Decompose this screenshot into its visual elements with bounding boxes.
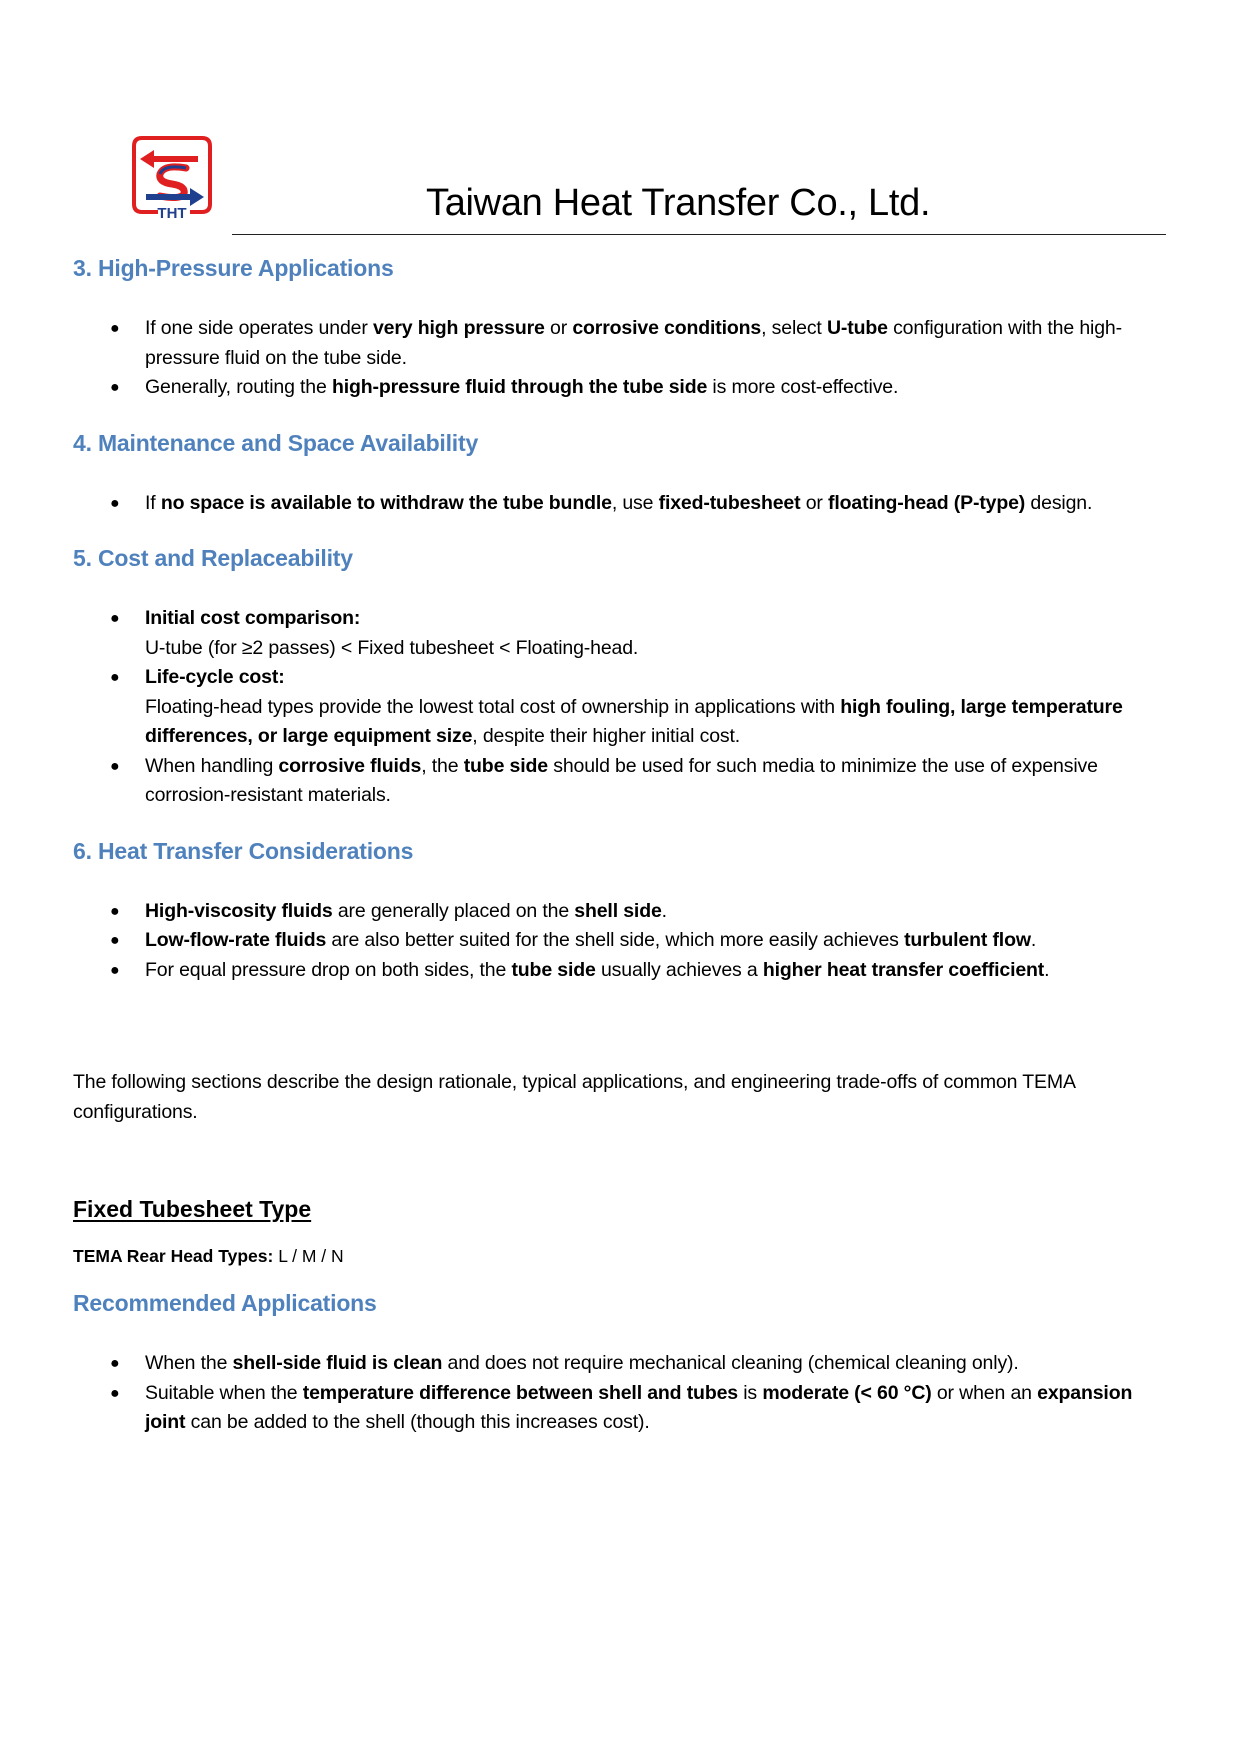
bold-text: very high pressure [372, 317, 545, 339]
text: should be used for such media to minimize the use of expensive corrosion-resistant materials. [145, 754, 1098, 806]
section-heading: 3. High-Pressure Applications [73, 255, 394, 281]
bold-text: expansion joint [145, 1381, 1133, 1433]
text: are generally placed on the [332, 899, 575, 922]
bold-text: tube side [511, 958, 596, 981]
section-fixed-tubesheet [73, 1193, 1173, 1438]
text: , use [611, 491, 659, 514]
text: , the [421, 754, 464, 777]
list-item [73, 373, 1173, 403]
tema-value: L / M / N [273, 1246, 344, 1266]
bold-text: Low-flow-rate fluids [145, 929, 327, 951]
text: or [800, 491, 829, 514]
bullet-icon: ● [110, 320, 120, 337]
svg-text:THT: THT [157, 205, 187, 220]
bold-text: High-viscosity fluids [145, 899, 333, 922]
bullet-label: Life-cycle cost: [145, 666, 285, 688]
text: Suitable when the [145, 1381, 303, 1404]
bold-text: no space is available to withdraw the tube bundle [160, 491, 612, 514]
bullet-icon: ● [110, 379, 120, 396]
text: . [661, 899, 667, 922]
section-maintenance [73, 427, 1173, 519]
text: When handling [145, 754, 279, 777]
bold-text: shell side [574, 899, 662, 922]
tema-rear-head-types [73, 1243, 1173, 1269]
text: is [737, 1381, 763, 1404]
bullet-icon: ● [110, 1355, 120, 1372]
bullet-list [73, 489, 1173, 519]
bold-text: higher heat transfer coefficient [762, 958, 1045, 981]
list-item [73, 926, 1173, 956]
text: or when an [931, 1381, 1038, 1404]
company-logo-icon [130, 134, 214, 220]
bold-text: moderate (< 60 °C) [762, 1381, 932, 1404]
bold-text: high-pressure fluid through the tube side [331, 376, 708, 398]
text: U-tube (for ≥2 passes) < Fixed tubesheet < Floating-head. [145, 636, 639, 659]
tema-label: TEMA Rear Head Types: [73, 1246, 274, 1266]
bullet-list [73, 604, 1173, 811]
intro-paragraph: The following sections describe the design rationale, typical applications, and engineering trade-offs of common TEMA configurations. [73, 1071, 1075, 1123]
document-body [73, 252, 1173, 1438]
list-item [73, 956, 1173, 986]
bullet-icon: ● [110, 961, 120, 979]
recommended-applications-heading: Recommended Applications [73, 1290, 377, 1316]
bold-text: temperature difference between shell and tubes [302, 1381, 738, 1404]
section-heat-transfer [73, 835, 1173, 986]
text: Floating-head types provide the lowest total cost of ownership in applications with [145, 695, 841, 718]
header-divider [232, 234, 1166, 235]
text: Generally, routing the [145, 376, 332, 398]
bold-text: U-tube [826, 317, 888, 339]
text: . [1030, 929, 1037, 951]
list-item [73, 752, 1173, 811]
list-item [73, 663, 1173, 752]
bullet-icon: ● [110, 757, 120, 775]
text: When the [145, 1352, 233, 1374]
bullet-icon: ● [110, 494, 120, 512]
bullet-icon: ● [110, 610, 120, 627]
list-item [73, 897, 1173, 927]
company-name: Taiwan Heat Transfer Co., Ltd. [426, 182, 931, 224]
bullet-icon: ● [110, 902, 120, 920]
text: For equal pressure drop on both sides, the [145, 958, 512, 981]
section-heading: 6. Heat Transfer Considerations [73, 837, 414, 864]
section-heading: 5. Cost and Replaceability [73, 545, 353, 571]
text: , despite their higher initial cost. [472, 725, 741, 747]
bullet-icon: ● [110, 669, 120, 686]
text: design. [1025, 491, 1093, 514]
bullet-list [73, 314, 1173, 403]
bold-text: corrosive fluids [278, 754, 422, 777]
text: . [1044, 958, 1050, 981]
text: or [544, 317, 573, 339]
text: are also better suited for the shell side, which more easily achieves [326, 929, 905, 951]
list-item [73, 1379, 1173, 1438]
bullet-list [73, 897, 1173, 986]
bullet-label: Initial cost comparison: [145, 607, 361, 629]
text: usually achieves a [595, 958, 763, 981]
fixed-tubesheet-title: Fixed Tubesheet Type [73, 1196, 312, 1222]
bold-text: high fouling, large temperature differences, or large equipment size [145, 695, 1123, 747]
list-item [73, 314, 1173, 373]
list-item [73, 604, 1173, 663]
text: configuration with the high-pressure fluid on the tube side. [145, 317, 1122, 369]
bullet-list [73, 1349, 1173, 1438]
text: , select [761, 317, 827, 339]
text: can be added to the shell (though this increases cost). [185, 1411, 650, 1433]
bold-text: tube side [463, 754, 548, 777]
list-item [73, 489, 1173, 519]
bullet-icon: ● [110, 932, 120, 949]
bold-text: shell-side fluid is clean [232, 1352, 443, 1374]
text: is more cost-effective. [707, 376, 899, 398]
bullet-icon: ● [110, 1384, 120, 1402]
bold-text: corrosive conditions [572, 317, 762, 339]
text: and does not require mechanical cleaning (chemical cleaning only). [442, 1352, 1019, 1374]
bold-text: floating-head (P-type) [828, 491, 1026, 514]
section-high-pressure [73, 252, 1173, 403]
section-heading: 4. Maintenance and Space Availability [73, 429, 479, 456]
text: If [145, 491, 161, 514]
text: If one side operates under [145, 317, 373, 339]
list-item [73, 1349, 1173, 1379]
bold-text: fixed-tubesheet [658, 491, 801, 514]
bold-text: turbulent flow [904, 929, 1031, 951]
section-cost [73, 542, 1173, 811]
